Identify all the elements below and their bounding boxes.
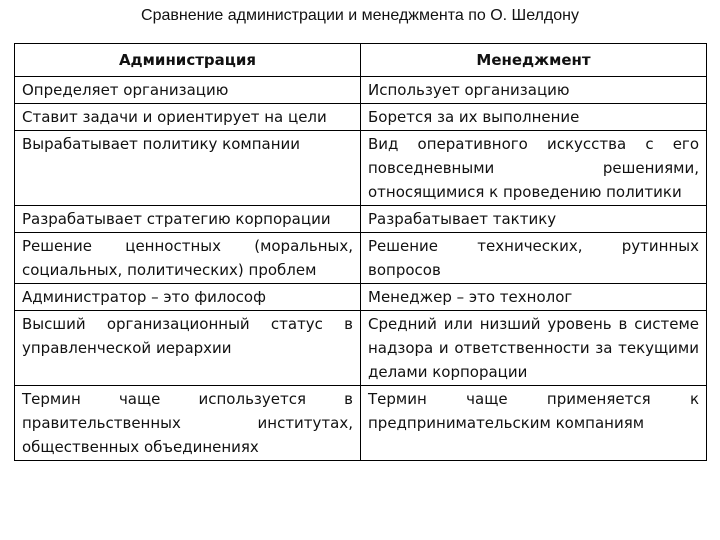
page-title: Сравнение администрации и менеджмента по О. Шелдону	[141, 7, 579, 24]
management-cell: Средний или низший уровень в системе надзора и ответственности за текущими делами корпорации	[361, 311, 707, 386]
administration-cell: Вырабатывает политику компании	[15, 131, 361, 206]
table-row	[15, 386, 707, 461]
comparison-table	[14, 43, 707, 461]
table-row	[15, 104, 707, 131]
administration-cell: Высший организационный статус в управленческой иерархии	[15, 311, 361, 386]
table-row	[15, 311, 707, 386]
table-row	[15, 206, 707, 233]
administration-cell: Разрабатывает стратегию корпорации	[15, 206, 361, 233]
table-row	[15, 284, 707, 311]
management-cell: Использует организацию	[361, 77, 707, 104]
table-row	[15, 233, 707, 284]
administration-cell: Администратор – это философ	[15, 284, 361, 311]
management-cell: Вид оперативного искусства с его повседневными решениями, относящимися к проведению политики	[361, 131, 707, 206]
administration-cell: Термин чаще используется в правительственных институтах, общественных объединениях	[15, 386, 361, 461]
management-cell: Менеджер – это технолог	[361, 284, 707, 311]
administration-cell: Ставит задачи и ориентирует на цели	[15, 104, 361, 131]
header-administration: Администрация	[15, 44, 361, 77]
header-management: Менеджмент	[361, 44, 707, 77]
administration-cell: Решение ценностных (моральных, социальных, политических) проблем	[15, 233, 361, 284]
table-row	[15, 77, 707, 104]
table-header-row	[15, 44, 707, 77]
management-cell: Термин чаще применяется к предпринимательским компаниям	[361, 386, 707, 461]
management-cell: Борется за их выполнение	[361, 104, 707, 131]
administration-cell: Определяет организацию	[15, 77, 361, 104]
table-row	[15, 131, 707, 206]
management-cell: Решение технических, рутинных вопросов	[361, 233, 707, 284]
management-cell: Разрабатывает тактику	[361, 206, 707, 233]
